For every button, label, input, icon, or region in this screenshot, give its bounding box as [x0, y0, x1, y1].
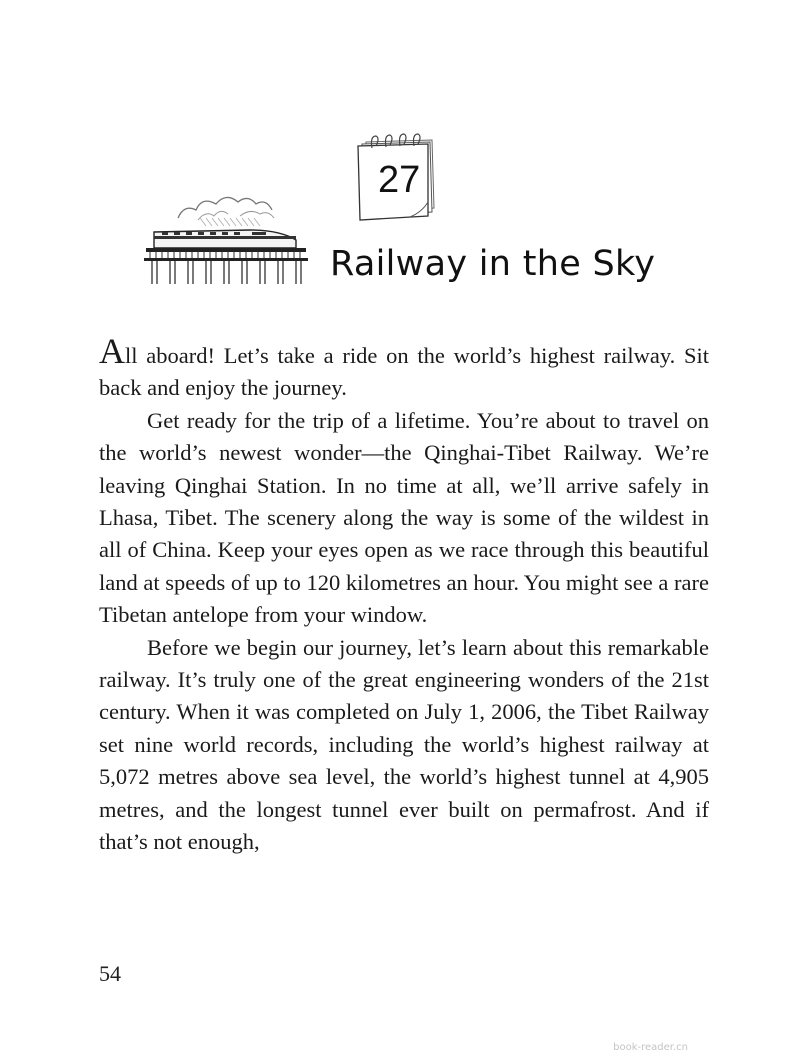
paragraph-2: Get ready for the trip of a lifetime. You’re about to travel on the world’s newest wonder—the Qinghai-Tibet Railway. We’re leaving Qinghai Station. In no time at all, we’ll arrive safely in Lhasa, Tibet. The scenery along the way is some of the wildest in all of China. Keep your eyes open as we race through this beautiful land at speeds of up to 120 kilometres an hour. You might see a rare Tibetan antelope from your window.: [99, 407, 709, 628]
train-illustration-icon: [140, 180, 310, 290]
watermark: book-reader.cn: [613, 1042, 688, 1053]
paragraph-3: Before we begin our journey, let’s learn about this remarkable railway. It’s truly one of the great engineering wonders of the 21st century. When it was completed on July 1, 2006, the Tibet Railway set nine world records, including the world’s highest railway at 5,072 metres above sea level, the world’s highest tunnel at 4,905 metres, and the longest tunnel ever built on permafrost. And if that’s not enough,: [99, 634, 709, 855]
chapter-title: Railway in the Sky: [330, 244, 656, 284]
page-number: 54: [99, 961, 121, 986]
drop-cap: A: [99, 331, 125, 371]
chapter-header: [0, 0, 800, 320]
paragraph-1-text: ll aboard! Let’s take a ride on the world’s highest railway. Sit back and enjoy the journey.: [99, 343, 709, 401]
paragraph-1: [99, 331, 709, 405]
chapter-number: 27: [378, 159, 421, 201]
chapter-body: [99, 331, 709, 859]
